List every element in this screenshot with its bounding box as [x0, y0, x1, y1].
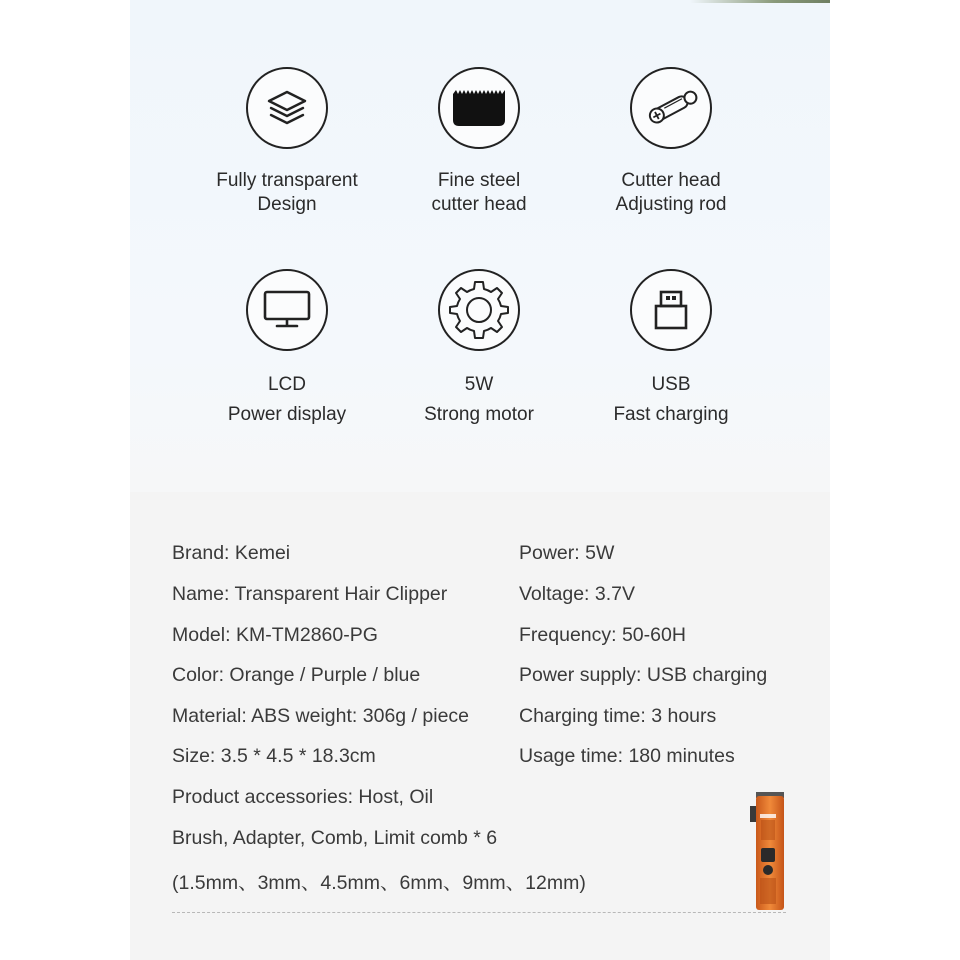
feature-cutter-head: [379, 67, 579, 218]
product-image-hair-clipper: [748, 790, 788, 912]
spec-frequency: Frequency: 50-60H: [519, 624, 686, 646]
gear-icon: [438, 269, 520, 351]
top-accent-strip: [690, 0, 830, 3]
spec-color: Color: Orange / Purple / blue: [172, 664, 421, 686]
spec-power-supply: Power supply: USB charging: [519, 664, 768, 686]
spec-voltage: Voltage: 3.7V: [519, 583, 636, 605]
spec-power: Power: 5W: [519, 542, 615, 564]
feature-label: LCD Power display: [227, 374, 347, 426]
adjusting-rod-icon: [630, 67, 712, 149]
feature-strong-motor: [379, 269, 579, 428]
feature-adjusting-rod: [571, 67, 771, 218]
feature-label: Fully transparent Design: [216, 170, 358, 216]
cutter-head-icon: [438, 67, 520, 149]
features-section: [130, 0, 830, 492]
feature-label: 5W Strong motor: [424, 374, 534, 426]
feature-label: Fine steel cutter head: [431, 170, 527, 216]
spec-brand: Brand: Kemei: [172, 542, 291, 564]
spec-usage-time: Usage time: 180 minutes: [519, 745, 735, 767]
feature-transparent-design: [187, 67, 387, 218]
feature-usb-charging: [571, 269, 771, 428]
product-info-panel: [130, 0, 830, 960]
spec-material: Material: ABS weight: 306g / piece: [172, 705, 470, 727]
usb-icon: [630, 269, 712, 351]
spec-accessories-continued: Brush, Adapter, Comb, Limit comb * 6: [172, 827, 498, 849]
bottom-divider: [172, 912, 786, 913]
feature-lcd-display: [187, 269, 387, 428]
spec-accessories: Product accessories: Host, Oil: [172, 786, 434, 808]
layers-icon: [246, 67, 328, 149]
spec-model: Model: KM-TM2860-PG: [172, 624, 378, 646]
feature-label: USB Fast charging: [613, 374, 729, 426]
feature-label: Cutter head Adjusting rod: [615, 170, 727, 216]
spec-name: Name: Transparent Hair Clipper: [172, 583, 448, 605]
spec-charging-time: Charging time: 3 hours: [519, 705, 717, 727]
monitor-icon: [246, 269, 328, 351]
spec-limit-comb-sizes: (1.5mm、3mm、4.5mm、6mm、9mm、12mm): [172, 872, 586, 894]
spec-size: Size: 3.5 * 4.5 * 18.3cm: [172, 745, 376, 767]
